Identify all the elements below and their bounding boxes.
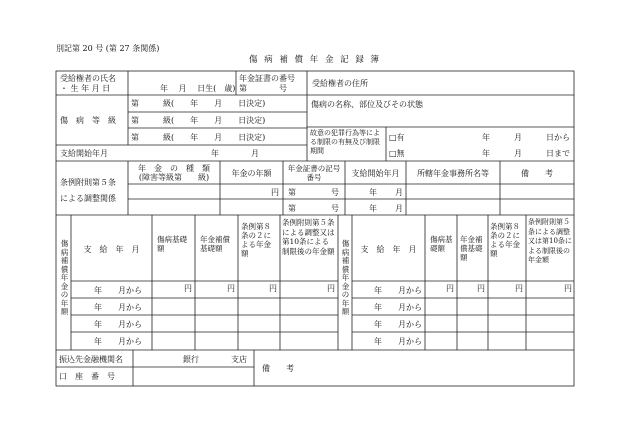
col-art8-header: 条例第８条の２による年金額 (490, 222, 520, 258)
restriction-no-checkbox[interactable]: □無 (389, 149, 405, 158)
col-period-header: 支 給 年 月 (83, 245, 140, 254)
start-label: 支給開始年月 (60, 149, 108, 158)
cert-go: 号 (331, 188, 339, 197)
yen-unit: 円 (184, 284, 192, 293)
col-art5-header: 条例附則第５条による調整又は第10条による制限後の年金額 (282, 218, 335, 256)
cert-dai: 第 (288, 188, 296, 197)
yen-unit: 円 (327, 284, 335, 293)
pension-type-sub: (障害等級第 級) (138, 173, 210, 182)
restriction-yes-checkbox[interactable]: □有 (389, 133, 405, 142)
yen-unit: 円 (446, 284, 454, 293)
annual-row-from[interactable]: 年 月から (94, 286, 142, 295)
grade-line[interactable]: 第 級( 年 月 日決定) (131, 116, 266, 125)
cert-number-label: 年金証書の番号 (239, 74, 295, 83)
yen-unit: 円 (564, 284, 572, 293)
pension-type-header: 年 金 の 種 類 (138, 164, 210, 173)
bank-label: 振込先金融機関名 (59, 355, 123, 364)
grade-line[interactable]: 第 級( 年 月 日決定) (131, 99, 266, 108)
annual-side-label: 傷病補償年金の年額 (60, 239, 69, 316)
annual-row-from[interactable]: 年 月から (374, 303, 422, 312)
col-pension-base-header: 年金補償基礎額 (200, 235, 230, 253)
start-month-unit: 月 (395, 188, 403, 197)
adjust-label: 条例附則第５条 (60, 178, 116, 187)
yen-unit: 円 (227, 284, 235, 293)
annual-row-from[interactable]: 年 月から (94, 337, 142, 346)
dob-field[interactable]: 年 月 日生( 歳) (160, 84, 236, 93)
recipient-name-label: 受給権者の氏名 (60, 74, 116, 83)
pension-amount-header: 年金の年額 (231, 169, 272, 178)
disease-label: 傷病の名称、部位及びその状態 (311, 100, 423, 109)
cert-code-header: 年金証書の記号番号 (287, 164, 341, 182)
bank-remarks-label: 備 考 (262, 364, 294, 373)
cert-go: 号 (331, 204, 339, 213)
annual-row-from[interactable]: 年 月から (94, 303, 142, 312)
restriction-label: 故意の犯罪行為等による制限の有無及び制限期間 (310, 129, 380, 155)
bank-suffix: 銀行 (183, 355, 199, 364)
yen-unit: 円 (271, 188, 279, 197)
col-period-header: 支 給 年 月 (360, 245, 417, 254)
annual-row-from[interactable]: 年 月から (374, 337, 422, 346)
col-base-header: 傷病基礎額 (430, 235, 453, 253)
restriction-from[interactable]: 年 月 日から (482, 133, 570, 142)
grade-line[interactable]: 第 級( 年 月 日決定) (131, 133, 266, 142)
start-value[interactable]: 年 月 (211, 149, 259, 158)
address-label: 受給権者の住所 (312, 79, 368, 88)
grade-label: 傷 病 等 級 (60, 116, 116, 125)
yen-unit: 円 (269, 284, 277, 293)
adjust-label-2: による調整関係 (60, 194, 116, 203)
start-month-header: 支給開始年月 (351, 169, 400, 178)
annual-side-label: 傷病補償年金の年額 (341, 239, 350, 316)
account-label: 口 座 番 号 (59, 372, 115, 381)
start-year-unit: 年 (369, 204, 377, 213)
annual-row-from[interactable]: 年 月から (94, 320, 142, 329)
restriction-to[interactable]: 年 月 日まで (482, 149, 570, 158)
cert-dai: 第 (288, 204, 296, 213)
cert-number-field[interactable]: 第 号 (239, 84, 287, 93)
start-year-unit: 年 (369, 188, 377, 197)
col-pension-base-header: 年金補償基礎額 (460, 235, 483, 262)
col-art8-header: 条例第８条の２による年金額 (241, 222, 271, 258)
yen-unit: 円 (477, 284, 485, 293)
col-art5-header: 条例附則第５条による調整又は第10条による制限後の年金額 (528, 218, 572, 264)
form-number-note: 別記第 20 号 (第 27 条関係) (56, 44, 160, 53)
start-month-unit: 月 (395, 204, 403, 213)
annual-row-from[interactable]: 年 月から (374, 286, 422, 295)
remarks-header: 備 考 (521, 169, 553, 178)
col-base-header: 傷病基礎額 (157, 235, 187, 253)
branch-suffix: 支店 (231, 355, 247, 364)
annual-row-from[interactable]: 年 月から (374, 320, 422, 329)
office-header: 所轄年金事務所名等 (417, 169, 489, 178)
recipient-dob-label: ・ 生 年 月 日 (60, 84, 111, 93)
yen-unit: 円 (515, 284, 523, 293)
page-title: 傷 病 補 償 年 金 記 録 簿 (248, 55, 382, 65)
